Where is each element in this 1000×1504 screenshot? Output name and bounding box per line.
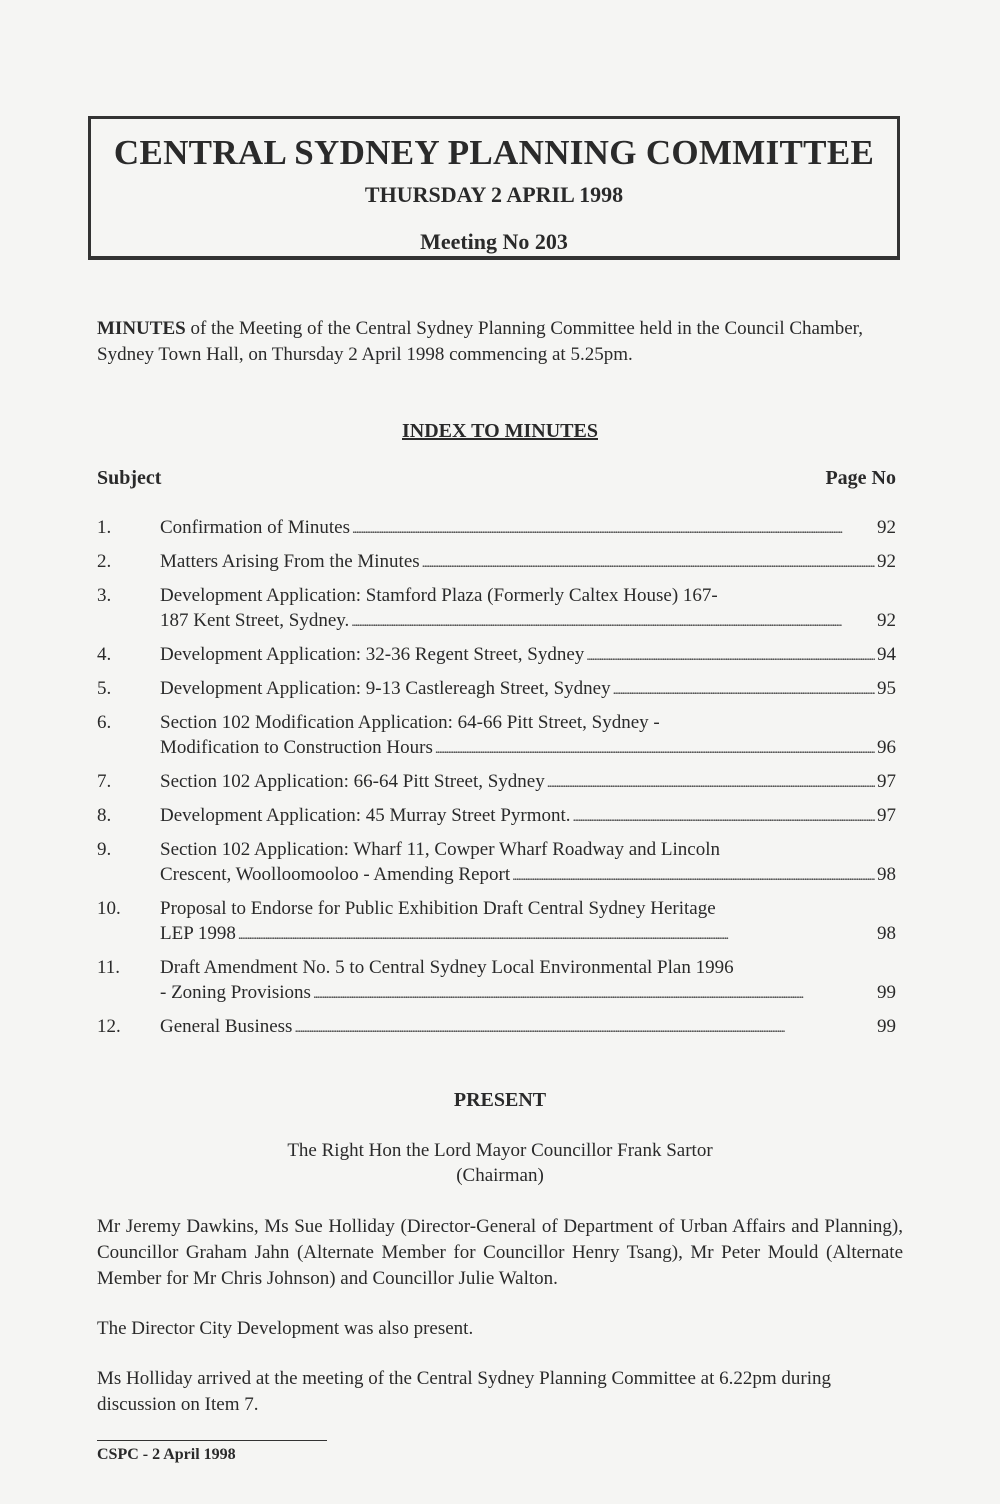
- index-item-page: 92: [877, 610, 896, 631]
- index-item-page: 97: [877, 771, 896, 792]
- index-item-page: 98: [877, 864, 896, 885]
- index-item-page: 94: [877, 644, 896, 665]
- index-item-text-line: Development Application: Stamford Plaza (Formerly Caltex House) 167-: [160, 585, 718, 606]
- meeting-date: THURSDAY 2 APRIL 1998: [364, 182, 624, 207]
- index-item-number: 6.: [97, 712, 112, 733]
- index-item-number: 2.: [97, 551, 112, 572]
- index-heading: INDEX TO MINUTES: [402, 420, 598, 442]
- dot-leader: [613, 676, 875, 703]
- index-item-page: 96: [877, 737, 896, 758]
- index-item: [97, 676, 896, 703]
- index-item: [97, 955, 896, 1007]
- chairman-name: The Right Hon the Lord Mayor Councillor Frank Sartor: [287, 1140, 713, 1161]
- intro-lead: MINUTES: [97, 318, 186, 339]
- index-item-page: 92: [877, 551, 896, 572]
- dot-leader: [351, 608, 875, 635]
- index-item-text: - Zoning Provisions: [160, 982, 311, 1003]
- index-item: [97, 642, 896, 669]
- index-item-text: Development Application: 32-36 Regent Street, Sydney: [160, 644, 585, 665]
- index-item-page: 99: [877, 982, 896, 1003]
- index-item-page: 92: [877, 517, 896, 538]
- index-item-text-line: Proposal to Endorse for Public Exhibition Draft Central Sydney Heritage: [160, 898, 716, 919]
- index-item-number: 12.: [97, 1016, 121, 1037]
- index-item-text: LEP 1998: [160, 923, 236, 944]
- present-heading: PRESENT: [453, 1089, 547, 1111]
- dot-leader: [573, 803, 875, 830]
- index-item-text-line: Section 102 Modification Application: 64-66 Pitt Street, Sydney -: [160, 712, 660, 733]
- index-item-number: 9.: [97, 839, 112, 860]
- chairman-role: (Chairman): [456, 1165, 544, 1186]
- index-item: [97, 803, 896, 830]
- index-item-text-line: Draft Amendment No. 5 to Central Sydney Local Environmental Plan 1996: [160, 957, 734, 978]
- index-item-page: 99: [877, 1016, 896, 1037]
- members-present: Mr Jeremy Dawkins, Ms Sue Holliday (Director-General of Department of Urban Affairs and Planning), Councillor Graham Jahn (Alternate Member for Councillor Henry Tsang), Mr Peter Mould (Alternate Member for Mr Chris Johnson) and Councillor Julie Walton.: [97, 1216, 903, 1289]
- footer-label: CSPC - 2 April 1998: [97, 1446, 236, 1463]
- dot-leader: [313, 980, 875, 1007]
- subject-column-label: Subject: [97, 467, 162, 489]
- index-item: [97, 1014, 896, 1041]
- index-item: [97, 549, 896, 576]
- index-item-text: Development Application: 9-13 Castlereagh Street, Sydney: [160, 678, 611, 699]
- dot-leader: [586, 642, 875, 669]
- index-item-number: 5.: [97, 678, 112, 699]
- index-item-page: 97: [877, 805, 896, 826]
- index-item-text-line: Section 102 Application: Wharf 11, Cowper Wharf Roadway and Lincoln: [160, 839, 721, 860]
- index-item-page: 95: [877, 678, 896, 699]
- page-column-label: Page No: [825, 467, 896, 489]
- index-item-number: 3.: [97, 585, 112, 606]
- footer-rule: [97, 1440, 327, 1441]
- index-item-text: Section 102 Application: 66-64 Pitt Street, Sydney: [160, 771, 545, 792]
- index-item: [97, 583, 896, 635]
- intro-paragraph: [97, 316, 903, 368]
- index-item-text: Modification to Construction Hours: [160, 737, 433, 758]
- index-item: [97, 769, 896, 796]
- index-item-page: 98: [877, 923, 896, 944]
- dot-leader: [352, 515, 875, 542]
- intro-text: of the Meeting of the Central Sydney Planning Committee held in the Council Chamber, Sydney Town Hall, on Thursday 2 April 1998 commencing at 5.25pm.: [97, 318, 863, 365]
- index-item-number: 11.: [97, 957, 121, 978]
- dot-leader: [435, 735, 875, 762]
- dot-leader: [422, 549, 875, 576]
- index-item-text: Matters Arising From the Minutes: [160, 551, 420, 572]
- index-item: [97, 837, 896, 889]
- index-item-number: 10.: [97, 898, 121, 919]
- dot-leader: [512, 862, 875, 889]
- index-item-text: Crescent, Woolloomooloo - Amending Report: [160, 864, 511, 885]
- index-item-text: Development Application: 45 Murray Street Pyrmont.: [160, 805, 571, 826]
- director-note: The Director City Development was also present.: [97, 1318, 474, 1339]
- index-item-number: 4.: [97, 644, 112, 665]
- index-item: [97, 515, 896, 542]
- index-item: [97, 896, 896, 948]
- index-item-text: 187 Kent Street, Sydney.: [160, 610, 350, 631]
- dot-leader: [547, 769, 875, 796]
- index-list: [97, 515, 896, 1048]
- index-item-number: 7.: [97, 771, 112, 792]
- index-item-number: 1.: [97, 517, 112, 538]
- dot-leader: [238, 921, 875, 948]
- meeting-number: Meeting No 203: [420, 229, 568, 254]
- arrival-note: Ms Holliday arrived at the meeting of the Central Sydney Planning Committee at 6.22pm during discussion on Item 7.: [97, 1368, 832, 1415]
- title-box: [88, 116, 900, 260]
- index-item: [97, 710, 896, 762]
- index-item-number: 8.: [97, 805, 112, 826]
- dot-leader: [294, 1014, 875, 1041]
- committee-title: CENTRAL SYDNEY PLANNING COMMITTEE: [113, 133, 875, 172]
- index-item-text: Confirmation of Minutes: [160, 517, 350, 538]
- chairman-block: [0, 1138, 1000, 1188]
- index-item-text: General Business: [160, 1016, 293, 1037]
